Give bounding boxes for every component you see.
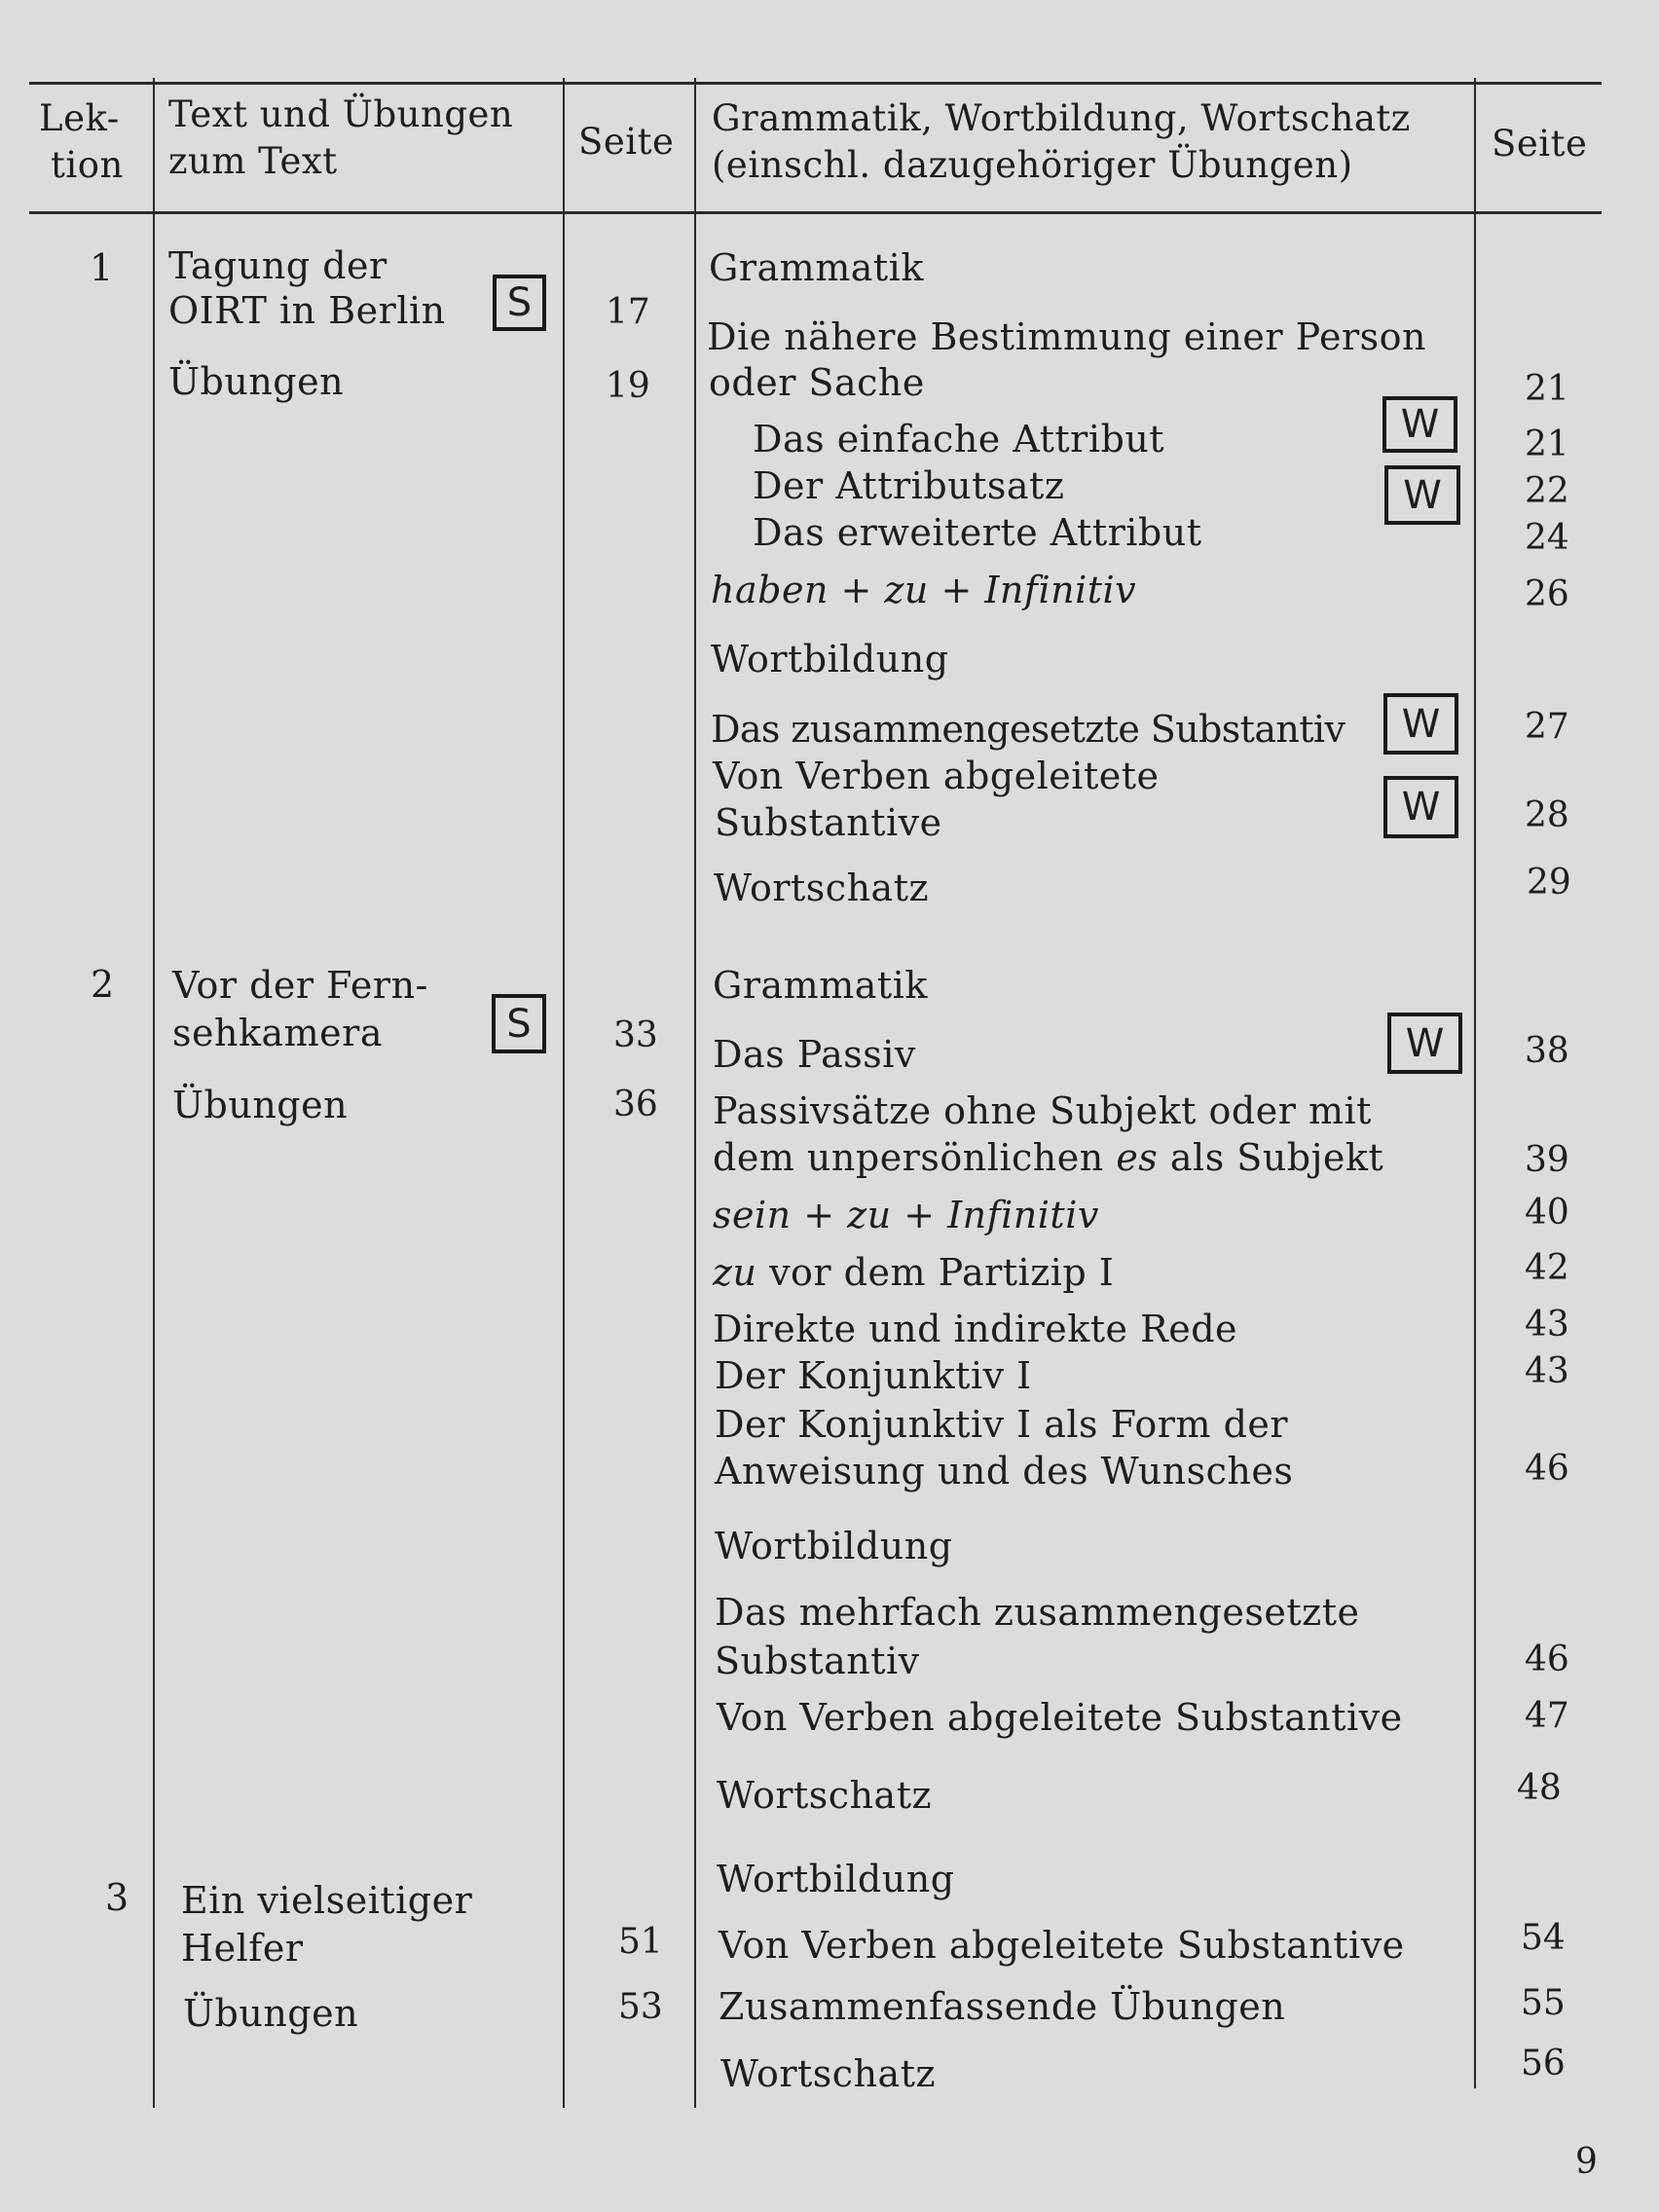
grammar-page: 21: [1525, 424, 1569, 464]
table-top-rule: [29, 82, 1602, 85]
section-heading: Wortbildung: [711, 638, 949, 681]
section-heading: Grammatik: [709, 246, 924, 289]
grammar-topic-part: vor dem Partizip I: [756, 1251, 1115, 1294]
lesson-text-title: Vor der Fern-: [172, 964, 428, 1007]
exercises-page: 19: [606, 366, 650, 406]
grammar-topic: Der Attributsatz: [753, 464, 1065, 507]
header-lektion: Lek- tion: [39, 97, 124, 186]
header-text-und-uebungen: Text und Übungen zum Text: [168, 93, 514, 182]
grammar-page: 54: [1521, 1918, 1566, 1958]
lesson-number: 2: [91, 963, 115, 1006]
grammar-topic-part: es: [1116, 1136, 1159, 1179]
column-divider-4: [1474, 78, 1476, 2088]
table-header-rule: [29, 211, 1602, 214]
grammar-topic-part: als Subjekt: [1158, 1136, 1384, 1179]
w-badge: W: [1382, 396, 1457, 453]
grammar-page: 21: [1525, 369, 1569, 409]
grammar-topic: Der Konjunktiv I: [715, 1354, 1032, 1397]
grammar-topic: [713, 1251, 1115, 1294]
grammar-topic: Von Verben abgeleitete Substantive: [717, 1696, 1403, 1739]
lesson-text-title: sehkamera: [172, 1012, 383, 1054]
exercises-label: Übungen: [168, 360, 345, 403]
grammar-topic: haben + zu + Infinitiv: [711, 569, 1137, 611]
w-badge: W: [1387, 1013, 1462, 1074]
section-heading: Wortschatz: [714, 866, 929, 909]
grammar-page: 22: [1525, 471, 1569, 511]
grammar-topic: oder Sache: [709, 361, 925, 404]
page-number: 9: [1575, 2142, 1598, 2182]
grammar-page: 39: [1525, 1140, 1569, 1180]
lesson-text-title: Ein vielseitiger: [181, 1879, 473, 1922]
grammar-page: 46: [1525, 1640, 1569, 1679]
section-heading: Wortbildung: [717, 1858, 955, 1900]
grammar-topic: Das erweiterte Attribut: [753, 511, 1202, 554]
grammar-topic: Passivsätze ohne Subjekt oder mit: [713, 1089, 1372, 1132]
grammar-page: 56: [1521, 2044, 1566, 2083]
grammar-page: 29: [1527, 863, 1571, 903]
grammar-topic: Das mehrfach zusammengesetzte: [715, 1591, 1360, 1634]
s-badge: S: [493, 275, 546, 331]
grammar-page: 47: [1525, 1696, 1569, 1736]
section-heading: Grammatik: [713, 964, 928, 1007]
section-heading: Wortschatz: [717, 1774, 932, 1817]
grammar-page: 26: [1525, 574, 1569, 614]
lesson-text-title: Helfer: [181, 1927, 304, 1970]
grammar-page: 40: [1525, 1193, 1569, 1233]
column-divider-3: [694, 78, 696, 2108]
grammar-page: 55: [1521, 1983, 1566, 2023]
grammar-page: 24: [1525, 518, 1569, 558]
text-page: 51: [618, 1922, 663, 1962]
grammar-topic-part: zu: [713, 1251, 757, 1294]
exercises-label: Übungen: [183, 1992, 359, 2035]
grammar-topic: Von Verben abgeleitete: [713, 755, 1160, 797]
grammar-page: 27: [1525, 707, 1569, 747]
w-badge: W: [1383, 693, 1458, 755]
lesson-number: 3: [105, 1876, 129, 1919]
text-page: 33: [613, 1015, 658, 1055]
lesson-text-title: OIRT in Berlin: [168, 289, 446, 332]
exercises-page: 53: [618, 1987, 663, 2027]
s-badge: S: [492, 994, 546, 1053]
w-badge: W: [1384, 465, 1460, 525]
grammar-topic: sein + zu + Infinitiv: [713, 1194, 1099, 1236]
grammar-topic: Anweisung und des Wunsches: [715, 1450, 1294, 1493]
lesson-number: 1: [90, 246, 114, 289]
grammar-page: 42: [1525, 1248, 1569, 1288]
grammar-page: 38: [1525, 1031, 1569, 1071]
grammar-topic: Substantive: [715, 801, 942, 844]
grammar-topic: Der Konjunktiv I als Form der: [715, 1403, 1289, 1446]
grammar-topic: Das Passiv: [713, 1033, 916, 1076]
grammar-topic: [713, 1136, 1384, 1179]
header-seite-1: Seite: [578, 121, 675, 163]
grammar-page: 43: [1525, 1351, 1569, 1391]
grammar-page: 46: [1525, 1449, 1569, 1489]
section-heading: Wortschatz: [720, 2052, 936, 2095]
grammar-topic: Direkte und indirekte Rede: [713, 1308, 1238, 1350]
grammar-topic: Das zusammengesetzte Substantiv: [711, 708, 1346, 751]
lesson-text-title: Tagung der: [168, 244, 387, 287]
header-grammatik: Grammatik, Wortbildung, Wortschatz (einschl. dazugehöriger Übungen): [712, 97, 1411, 186]
section-heading: Wortbildung: [715, 1525, 953, 1567]
grammar-topic: Zusammenfassende Übungen: [719, 1985, 1286, 2028]
exercises-label: Übungen: [172, 1084, 349, 1126]
grammar-topic: Die nähere Bestimmung einer Person: [707, 315, 1426, 358]
grammar-topic: Das einfache Attribut: [753, 418, 1165, 461]
grammar-topic: Substantiv: [715, 1640, 920, 1682]
grammar-page: 43: [1525, 1305, 1569, 1345]
column-divider-1: [153, 78, 155, 2108]
grammar-page: 48: [1517, 1768, 1562, 1808]
text-page: 17: [606, 292, 650, 332]
column-divider-2: [563, 78, 565, 2108]
grammar-page: 28: [1525, 795, 1569, 835]
exercises-page: 36: [613, 1085, 658, 1124]
w-badge: W: [1383, 776, 1458, 838]
grammar-topic-part: dem unpersönlichen: [713, 1136, 1117, 1179]
grammar-topic: Von Verben abgeleitete Substantive: [719, 1924, 1405, 1967]
header-seite-2: Seite: [1492, 123, 1588, 165]
